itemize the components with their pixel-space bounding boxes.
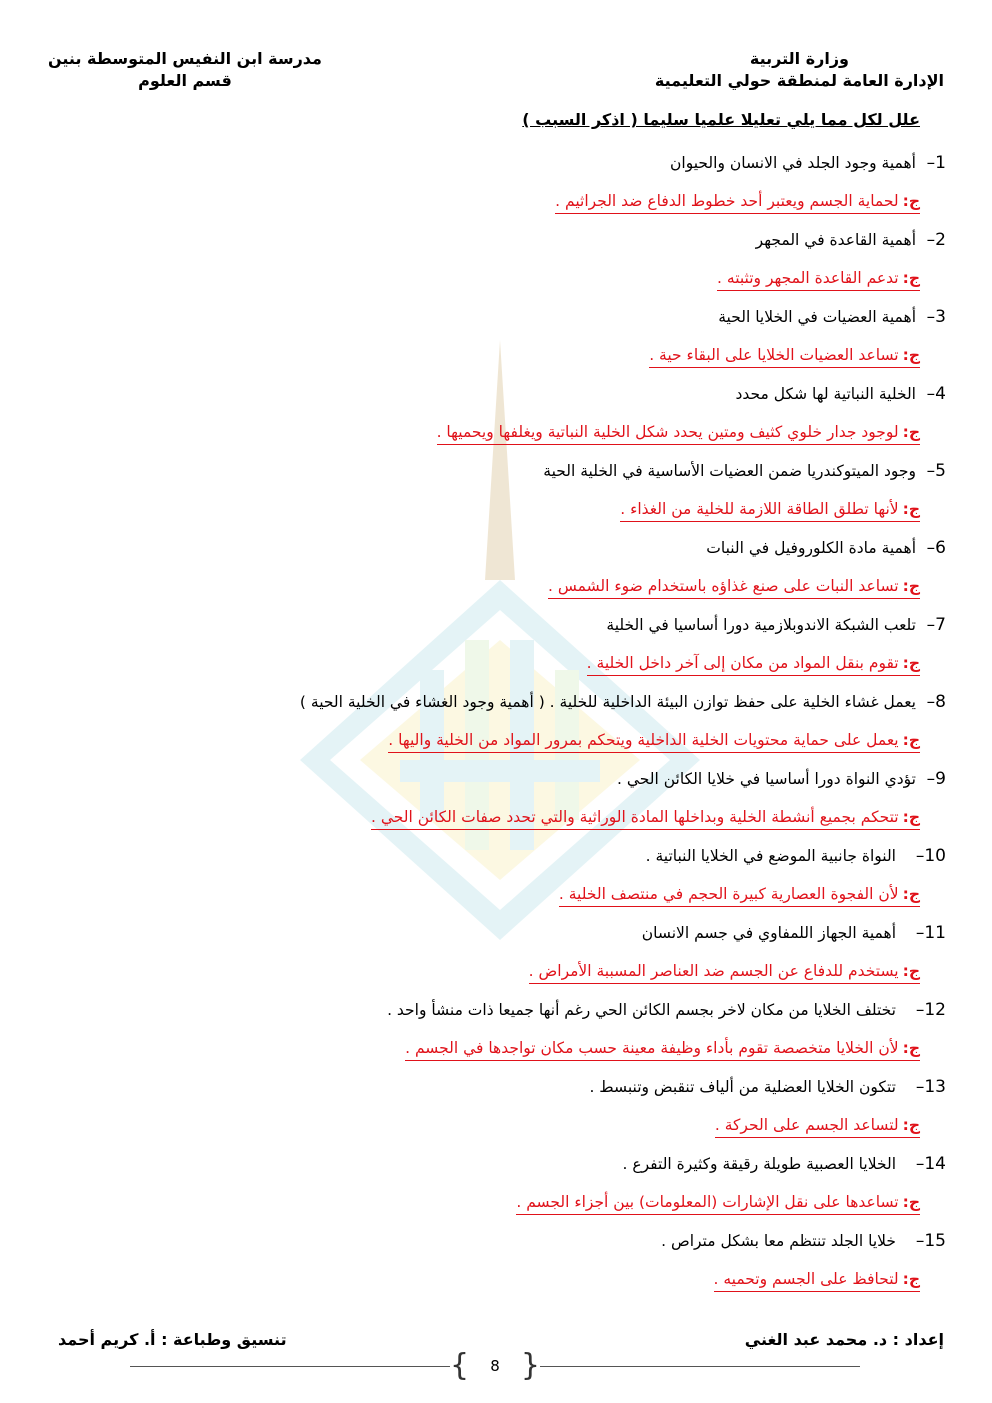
answer-text: تدعم القاعدة المجهر وتثبته . (717, 269, 899, 287)
department-name: قسم العلوم (138, 71, 232, 90)
question-row (46, 1222, 946, 1260)
answer-prefix: ج: (902, 885, 920, 903)
question-row (46, 375, 946, 413)
answer-text: تقوم بنقل المواد من مكان إلى آخر داخل الخلية . (586, 654, 899, 672)
footer-divider-right (540, 1366, 860, 1367)
answer-text: يعمل على حماية محتويات الخلية الداخلية ويتحكم بمرور المواد من الخلية واليها . (388, 731, 899, 749)
question-row (46, 144, 946, 182)
question-number: 6– (926, 538, 946, 558)
answer-underline (555, 191, 920, 214)
answer-text: لأن الفجوة العصارية كبيرة الحجم في منتصف الخلية . (558, 885, 899, 903)
answer-row (46, 1260, 946, 1299)
footer-divider-left (130, 1366, 450, 1367)
question-text: يعمل غشاء الخلية على حفظ توازن البيئة الداخلية للخلية . ( أهمية وجود الغشاء في الخلية الحية ) (299, 693, 916, 711)
question-number: 13– (915, 1077, 946, 1097)
question-text: الخلية النباتية لها شكل محدد (735, 385, 916, 403)
district-name: الإدارة العامة لمنطقة حولي التعليمية (654, 71, 944, 90)
page-number-box (450, 1350, 540, 1382)
answer-row (46, 413, 946, 452)
answer-prefix: ج: (902, 1039, 920, 1057)
question-text: أهمية الجهاز اللمفاوي في جسم الانسان (641, 924, 896, 942)
answer-prefix: ج: (902, 577, 920, 595)
page-number: 8 (490, 1357, 500, 1375)
question-text: وجود الميتوكندريا ضمن العضيات الأساسية في الخلية الحية (543, 462, 916, 480)
answer-underline (388, 730, 920, 753)
question-text: أهمية وجود الجلد في الانسان والحيوان (670, 154, 916, 172)
answer-row (46, 798, 946, 837)
school-name: مدرسة ابن النفيس المتوسطة بنين (48, 49, 322, 68)
answer-prefix: ج: (902, 1116, 920, 1134)
question-number: 8– (926, 692, 946, 712)
answer-text: تساعدها على نقل الإشارات (المعلومات) بين أجزاء الجسم . (516, 1193, 899, 1211)
answer-prefix: ج: (902, 1270, 920, 1288)
answer-underline (559, 884, 920, 907)
question-number: 9– (926, 769, 946, 789)
ministry-name: وزارة التربية (749, 49, 849, 68)
answer-prefix: ج: (902, 346, 920, 364)
answer-underline (516, 1192, 920, 1215)
answer-prefix: ج: (902, 500, 920, 518)
prepared-by: إعداد : د. محمد عبد الغني (744, 1330, 944, 1349)
question-row (46, 837, 946, 875)
answer-prefix: ج: (902, 654, 920, 672)
answer-text: لأنها تطلق الطاقة اللازمة للخلية من الغذاء . (620, 500, 899, 518)
answer-row (46, 259, 946, 298)
answer-text: لتساعد الجسم على الحركة . (714, 1116, 899, 1134)
answer-prefix: ج: (902, 731, 920, 749)
question-row (46, 221, 946, 259)
question-number: 3– (926, 307, 946, 327)
answer-prefix: ج: (902, 962, 920, 980)
answer-underline (717, 268, 920, 291)
answer-underline (620, 499, 920, 522)
answer-row (46, 952, 946, 991)
answer-underline (437, 422, 920, 445)
worksheet-title: علل لكل مما يلي تعليلا علميا سليما ( اذكر السبب ) (522, 110, 920, 129)
question-number: 1– (926, 153, 946, 173)
question-text: تتكون الخلايا العضلية من ألياف تنقبض وتنبسط . (589, 1078, 896, 1096)
question-row (46, 298, 946, 336)
answer-text: تساعد النبات على صنع غذاؤه باستخدام ضوء الشمس . (548, 577, 899, 595)
question-row (46, 914, 946, 952)
bracket-left-icon: { (450, 1348, 470, 1383)
answer-prefix: ج: (902, 192, 920, 210)
question-number: 12– (915, 1000, 946, 1020)
answer-underline (405, 1038, 920, 1061)
question-text: النواة جانبية الموضع في الخلايا النباتية . (645, 847, 896, 865)
question-text: تختلف الخلايا من مكان لاخر بجسم الكائن الحي رغم أنها جميعا ذات منشأ واحد . (387, 1001, 896, 1019)
answer-row (46, 875, 946, 914)
answer-underline (548, 576, 920, 599)
question-text: أهمية العضيات في الخلايا الحية (718, 308, 916, 326)
question-row (46, 760, 946, 798)
answer-text: تساعد العضيات الخلايا على البقاء حية . (649, 346, 899, 364)
question-number: 15– (915, 1231, 946, 1251)
question-number: 2– (926, 230, 946, 250)
question-text: تؤدي النواة دورا أساسيا في خلايا الكائن الحي . (617, 770, 916, 788)
question-row (46, 991, 946, 1029)
answer-row (46, 567, 946, 606)
bracket-right-icon: } (520, 1348, 540, 1383)
answer-row (46, 336, 946, 375)
answer-row (46, 490, 946, 529)
answer-row (46, 182, 946, 221)
question-number: 4– (926, 384, 946, 404)
answer-prefix: ج: (902, 423, 920, 441)
answer-row (46, 1106, 946, 1145)
answer-text: يستخدم للدفاع عن الجسم ضد العناصر المسببة الأمراض . (528, 962, 899, 980)
question-text: تلعب الشبكة الاندوبلازمية دورا أساسيا في الخلية (606, 616, 916, 634)
question-row (46, 606, 946, 644)
answer-underline (649, 345, 920, 368)
question-row (46, 1145, 946, 1183)
answer-underline (714, 1269, 921, 1292)
question-row (46, 1068, 946, 1106)
answer-row (46, 721, 946, 760)
question-text: خلايا الجلد تنتظم معا بشكل متراص . (661, 1232, 896, 1250)
question-number: 11– (915, 923, 946, 943)
school-header (48, 48, 322, 92)
answer-row (46, 644, 946, 683)
answer-underline (587, 653, 920, 676)
answer-underline (371, 807, 920, 830)
answer-text: لأن الخلايا متخصصة تقوم بأداء وظيفة معينة حسب مكان تواجدها في الجسم . (405, 1039, 899, 1057)
question-answer-list (46, 144, 946, 1299)
answer-row (46, 1029, 946, 1068)
question-number: 14– (915, 1154, 946, 1174)
question-text: الخلايا العصبية طويلة رقيقة وكثيرة التفرع . (622, 1155, 896, 1173)
answer-prefix: ج: (902, 269, 920, 287)
answer-underline (715, 1115, 920, 1138)
question-number: 5– (926, 461, 946, 481)
answer-row (46, 1183, 946, 1222)
answer-text: تتحكم بجميع أنشطة الخلية وبداخلها المادة الوراثية والتي تحدد صفات الكائن الحي . (371, 808, 899, 826)
question-row (46, 529, 946, 567)
answer-prefix: ج: (902, 1193, 920, 1211)
question-text: أهمية مادة الكلوروفيل في النبات (706, 539, 916, 557)
answer-prefix: ج: (902, 808, 920, 826)
question-number: 10– (915, 846, 946, 866)
question-row (46, 683, 946, 721)
ministry-header (655, 48, 944, 92)
question-number: 7– (926, 615, 946, 635)
formatted-by: تنسيق وطباعة : أ. كريم أحمد (58, 1330, 287, 1349)
question-row (46, 452, 946, 490)
question-text: أهمية القاعدة في المجهر (755, 231, 916, 249)
answer-text: لتحافظ على الجسم وتحميه . (713, 1270, 899, 1288)
answer-text: لوجود جدار خلوي كثيف ومتين يحدد شكل الخلية النباتية ويغلفها ويحميها . (436, 423, 899, 441)
answer-text: لحماية الجسم ويعتبر أحد خطوط الدفاع ضد الجراثيم . (555, 192, 899, 210)
answer-underline (529, 961, 920, 984)
